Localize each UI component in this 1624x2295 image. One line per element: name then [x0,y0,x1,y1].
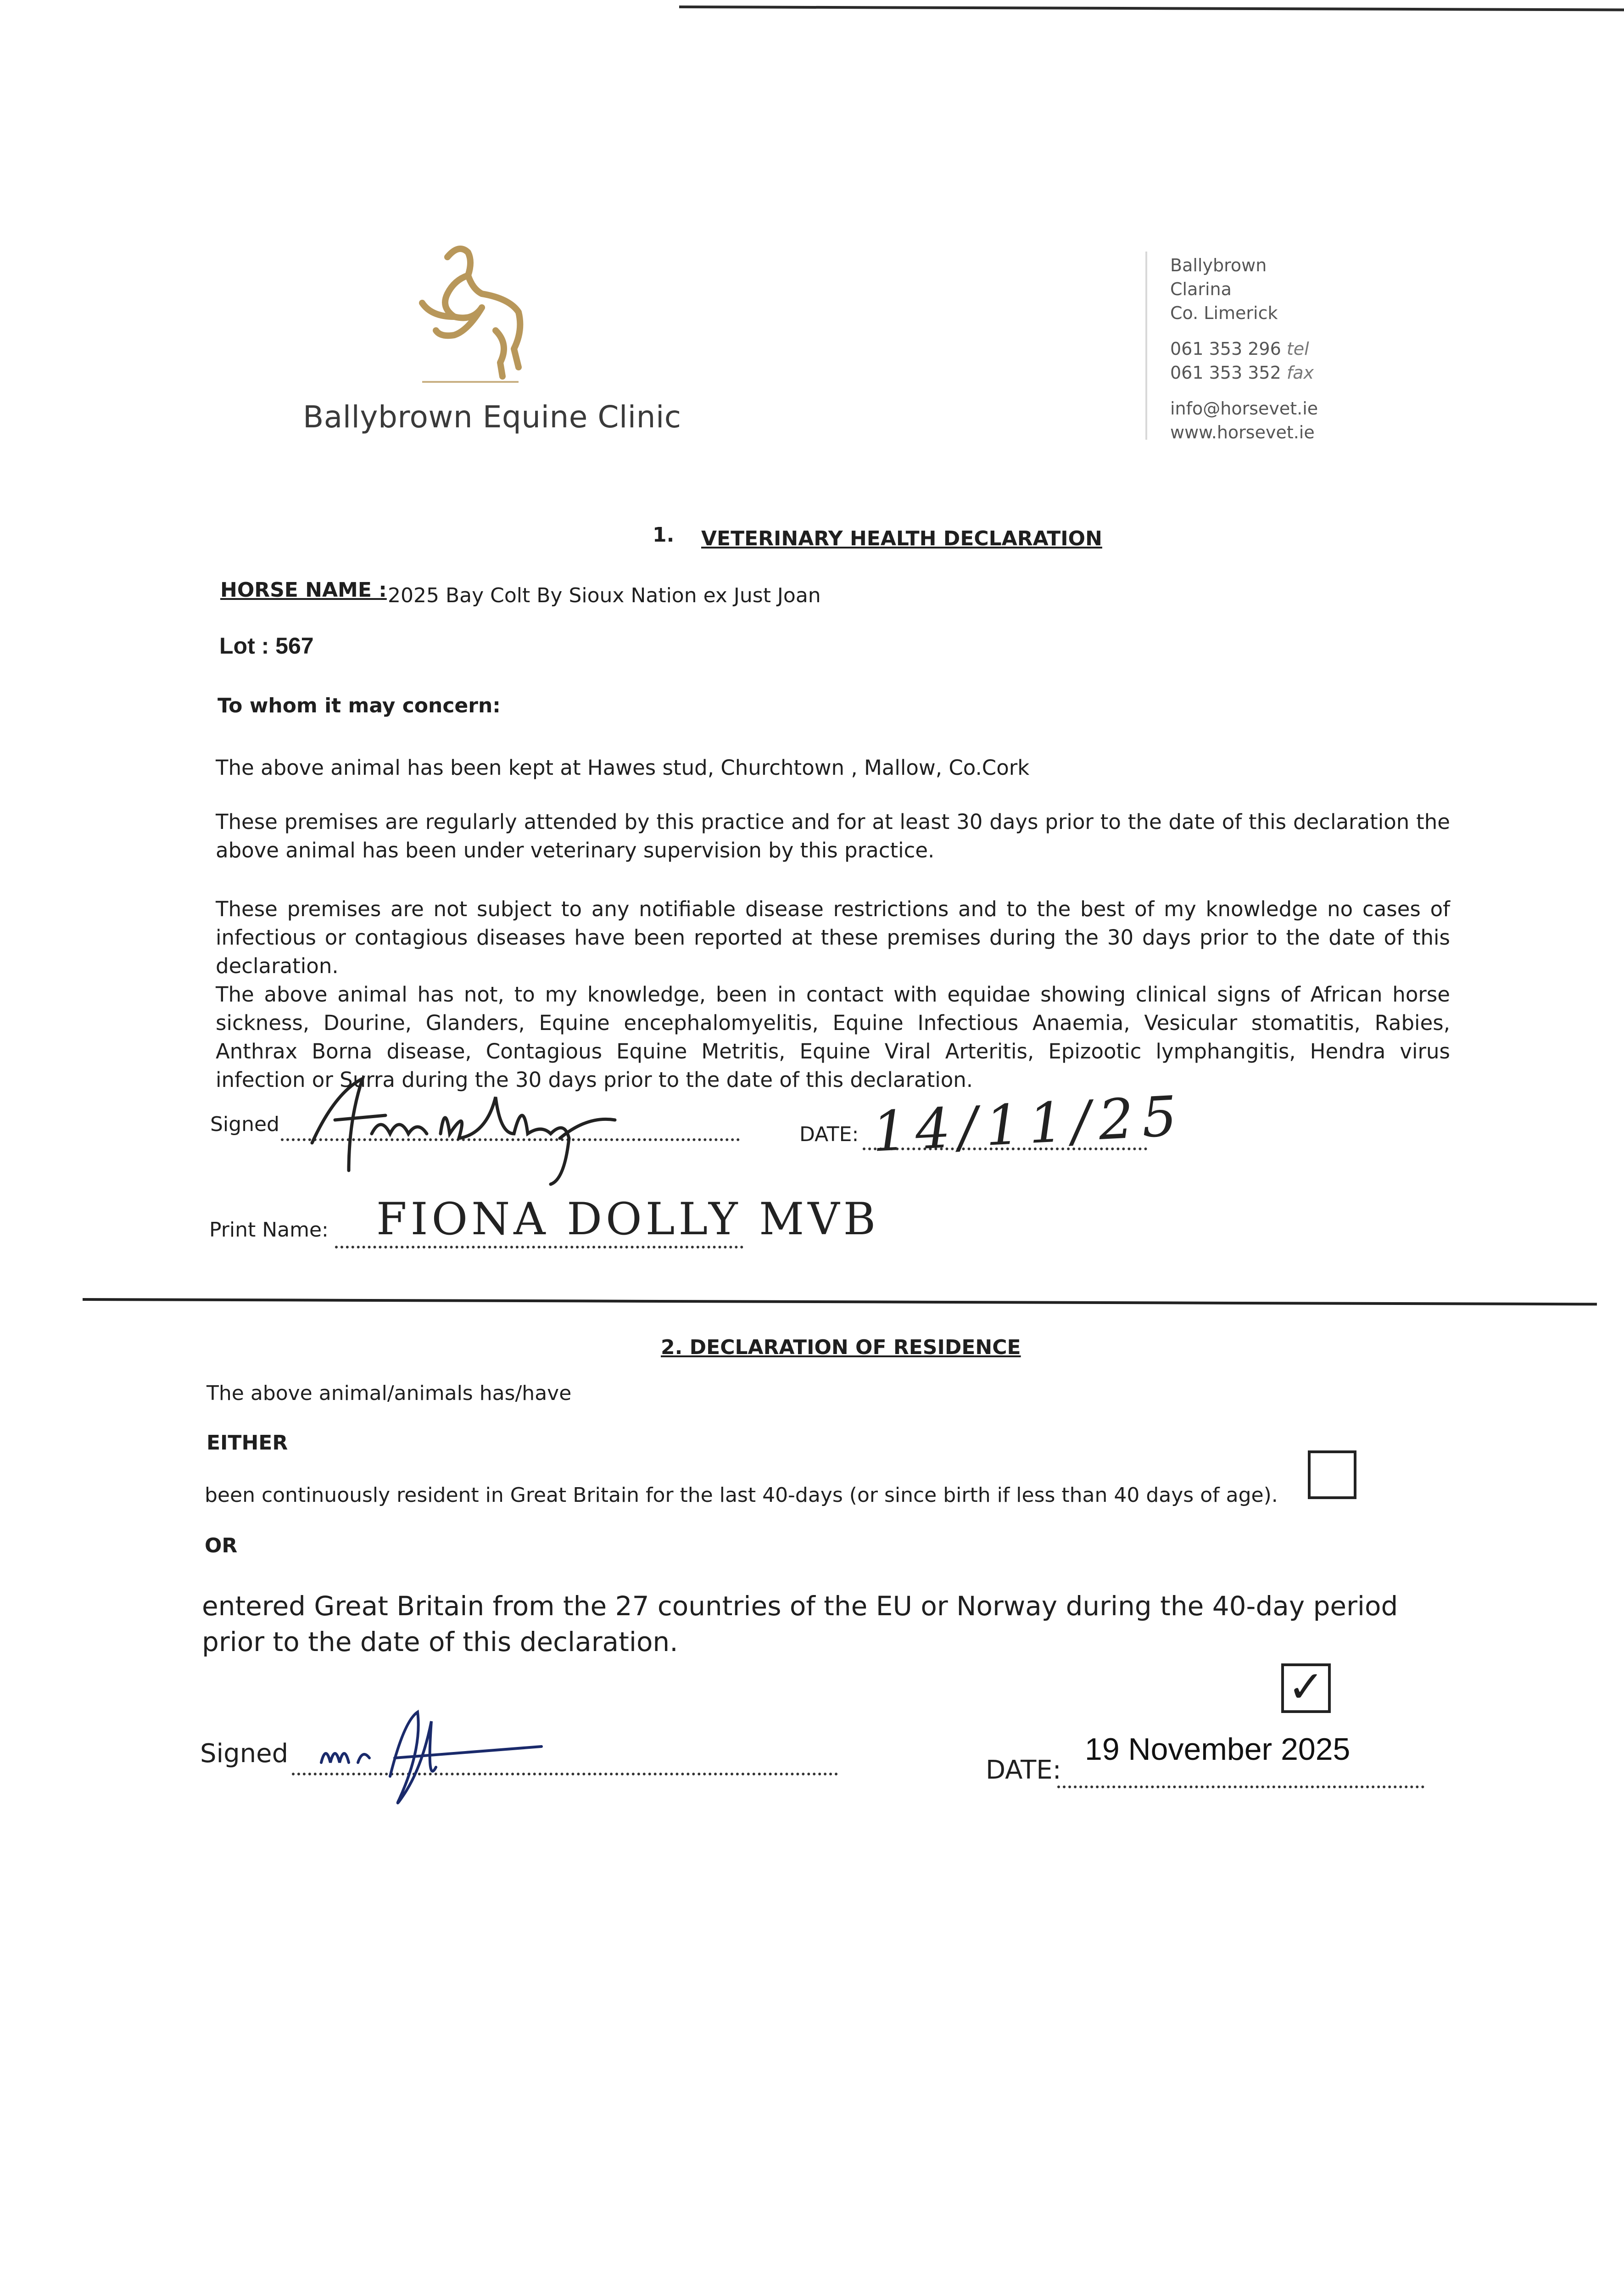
fax-number: 061 353 352 [1170,363,1281,383]
owner-date-value: 19 November 2025 [1085,1732,1351,1767]
email-link[interactable]: info@horsevet.ie [1170,398,1318,419]
section-divider [83,1298,1597,1305]
option1-checkbox[interactable] [1308,1450,1356,1499]
print-name-value: FIONA DOLLY MVB [376,1193,880,1245]
vet-signature-image [294,1065,624,1193]
paragraph-disease-contact: The above animal has not, to my knowledge, been in contact with equidae showing clinical signs of African horse sickness, Dourine, Glanders, Equine encephalomyelitis, Equine Infectious Anaemia, Vesicular stomatitis, Rabies, Anthrax Borna disease, Contagious Equine Metritis, Equine Viral Arteritis, Epizootic lymphangitis, Hendra virus infection or Surra during the 30 days prior to the date of this declaration. [216,982,1450,1092]
section1-number: 1. [653,523,675,547]
option2-text: entered Great Britain from the 27 countries of the EU or Norway during the 40-day period prior to the date of this declaration. [202,1590,1398,1657]
vet-signed-label: Signed [210,1113,279,1136]
horse-name-value: 2025 Bay Colt By Sioux Nation ex Just Joan [388,584,821,607]
fax-label: fax [1286,363,1314,383]
vet-date-value: 14/11/25 [870,1084,1187,1164]
paragraph-attended: These premises are regularly attended by this practice and for at least 30 days prior to the date of this declaration the above animal has been under veterinary supervision by this practice. [216,810,1450,862]
fax-line [1170,363,1314,383]
address-divider [1145,252,1147,440]
paragraph-kept-at: The above animal has been kept at Hawes stud, Churchtown , Mallow, Co.Cork [216,756,1030,780]
horse-name-label: HORSE NAME : [220,578,387,602]
address-line-3: Co. Limerick [1170,303,1278,323]
owner-date-label: DATE: [986,1755,1061,1785]
top-border-line [679,6,1624,11]
owner-date-line [1057,1786,1424,1788]
tel-line [1170,339,1309,359]
horse-logo-icon [404,239,537,386]
tel-number: 061 353 296 [1170,339,1281,359]
tel-label: tel [1286,339,1309,359]
residence-intro: The above animal/animals has/have [206,1382,572,1405]
clinic-name: Ballybrown Equine Clinic [303,399,681,435]
lot-number: Lot : 567 [219,633,314,659]
owner-signature-image [312,1694,551,1813]
section1-title: VETERINARY HEALTH DECLARATION [701,527,1102,550]
paragraph-restrictions: These premises are not subject to any notifiable disease restrictions and to the best of my knowledge no cases of infectious or contagious diseases have been reported at these premises during the 30 days prior to the date of this declaration. [216,897,1450,978]
address-line-1: Ballybrown [1170,255,1267,275]
or-label: OR [205,1534,238,1557]
either-label: EITHER [206,1431,288,1455]
website-link[interactable]: www.horsevet.ie [1170,422,1315,442]
print-name-label: Print Name: [209,1218,329,1242]
owner-signed-label: Signed [200,1739,289,1769]
address-line-2: Clarina [1170,279,1232,299]
section2-title: 2. DECLARATION OF RESIDENCE [661,1336,1021,1359]
print-name-line [335,1246,743,1248]
vet-date-label: DATE: [799,1123,859,1146]
option1-text: been continuously resident in Great Britain for the last 40-days (or since birth if less than 40 days of age). [205,1483,1278,1507]
salutation: To whom it may concern: [218,694,501,717]
option2-checkbox[interactable]: ✓ [1281,1663,1331,1713]
